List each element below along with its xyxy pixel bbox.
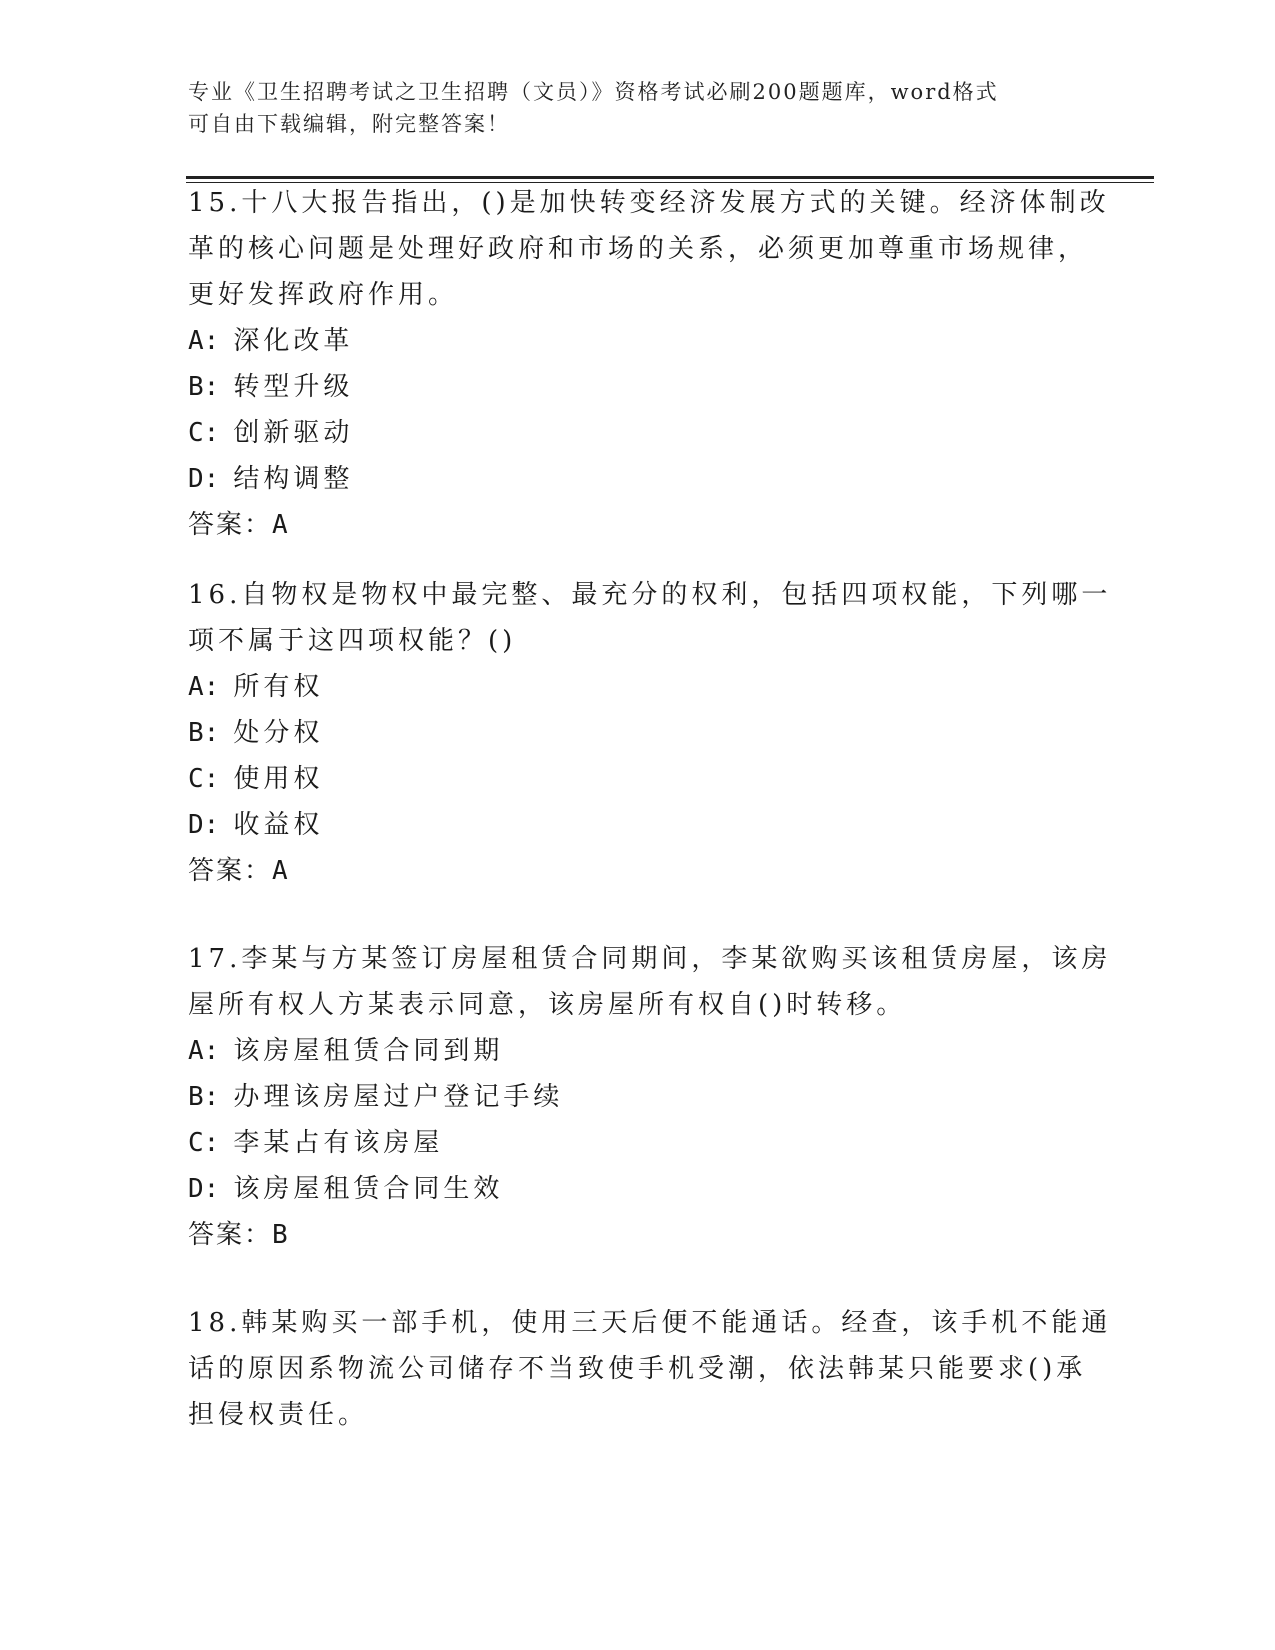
question-16 [188,572,1112,894]
header-line-1: 专业《卫生招聘考试之卫生招聘（文员）》资格考试必刷200题题库，word格式 [188,80,999,104]
option-text: 该房屋租赁合同生效 [233,1174,504,1204]
header-line-2: 可自由下载编辑，附完整答案！ [188,112,510,136]
option-letter: A: [188,1036,220,1066]
stem-line: 担侵权责任。 [188,1400,369,1430]
option-a [188,1028,1088,1074]
question-18 [188,1300,1112,1438]
option-letter: B: [188,1082,220,1112]
question-stem [188,1300,1112,1438]
option-text: 李某占有该房屋 [233,1128,444,1158]
question-15 [188,180,1110,548]
option-letter: A: [188,326,220,356]
stem-line: 15.十八大报告指出，()是加快转变经济发展方式的关键。经济体制改 [188,188,1110,218]
option-c [188,1120,1088,1166]
option-a [188,664,1088,710]
header-divider-thick [186,176,1154,179]
option-text: 所有权 [233,672,324,702]
option-letter: A: [188,672,220,702]
answer-value: A [272,510,290,540]
option-b [188,364,1088,410]
option-letter: C: [188,764,220,794]
option-letter: D: [188,1174,220,1204]
answer-label: 答案： [188,1220,273,1250]
option-c [188,756,1088,802]
stem-line: 18.韩某购买一部手机，使用三天后便不能通话。经查，该手机不能通 [188,1308,1112,1338]
option-text: 深化改革 [233,326,354,356]
stem-line: 革的核心问题是处理好政府和市场的关系，必须更加尊重市场规律， [188,234,1089,264]
answer-label: 答案： [188,856,273,886]
answer-line [188,848,1088,894]
stem-line: 话的原因系物流公司储存不当致使手机受潮，依法韩某只能要求()承 [188,1354,1087,1384]
stem-line: 更好发挥政府作用。 [188,280,459,310]
option-text: 转型升级 [233,372,354,402]
option-letter: D: [188,810,220,840]
answer-value: A [272,856,290,886]
option-d [188,456,1088,502]
option-text: 处分权 [233,718,324,748]
option-a [188,318,1088,364]
option-letter: D: [188,464,220,494]
option-d [188,802,1088,848]
option-text: 创新驱动 [233,418,354,448]
stem-line: 16.自物权是物权中最完整、最充分的权利，包括四项权能，下列哪一 [188,580,1112,610]
option-letter: B: [188,372,220,402]
stem-line: 项不属于这四项权能？() [188,626,517,656]
answer-line [188,1212,1088,1258]
answer-value: B [272,1220,290,1250]
answer-label: 答案： [188,510,273,540]
stem-line: 17.李某与方某签订房屋租赁合同期间，李某欲购买该租赁房屋，该房 [188,944,1112,974]
question-stem [188,572,1112,664]
option-text: 该房屋租赁合同到期 [233,1036,504,1066]
option-d [188,1166,1088,1212]
option-c [188,410,1088,456]
stem-line: 屋所有权人方某表示同意，该房屋所有权自()时转移。 [188,990,907,1020]
option-text: 收益权 [233,810,324,840]
option-letter: C: [188,418,220,448]
option-text: 办理该房屋过户登记手续 [233,1082,564,1112]
option-b [188,710,1088,756]
option-letter: B: [188,718,220,748]
option-text: 使用权 [233,764,324,794]
option-b [188,1074,1088,1120]
question-17 [188,936,1112,1258]
answer-line [188,502,1088,548]
question-stem [188,180,1110,318]
document-header [188,76,1088,140]
question-stem [188,936,1112,1028]
option-letter: C: [188,1128,220,1158]
option-text: 结构调整 [233,464,354,494]
